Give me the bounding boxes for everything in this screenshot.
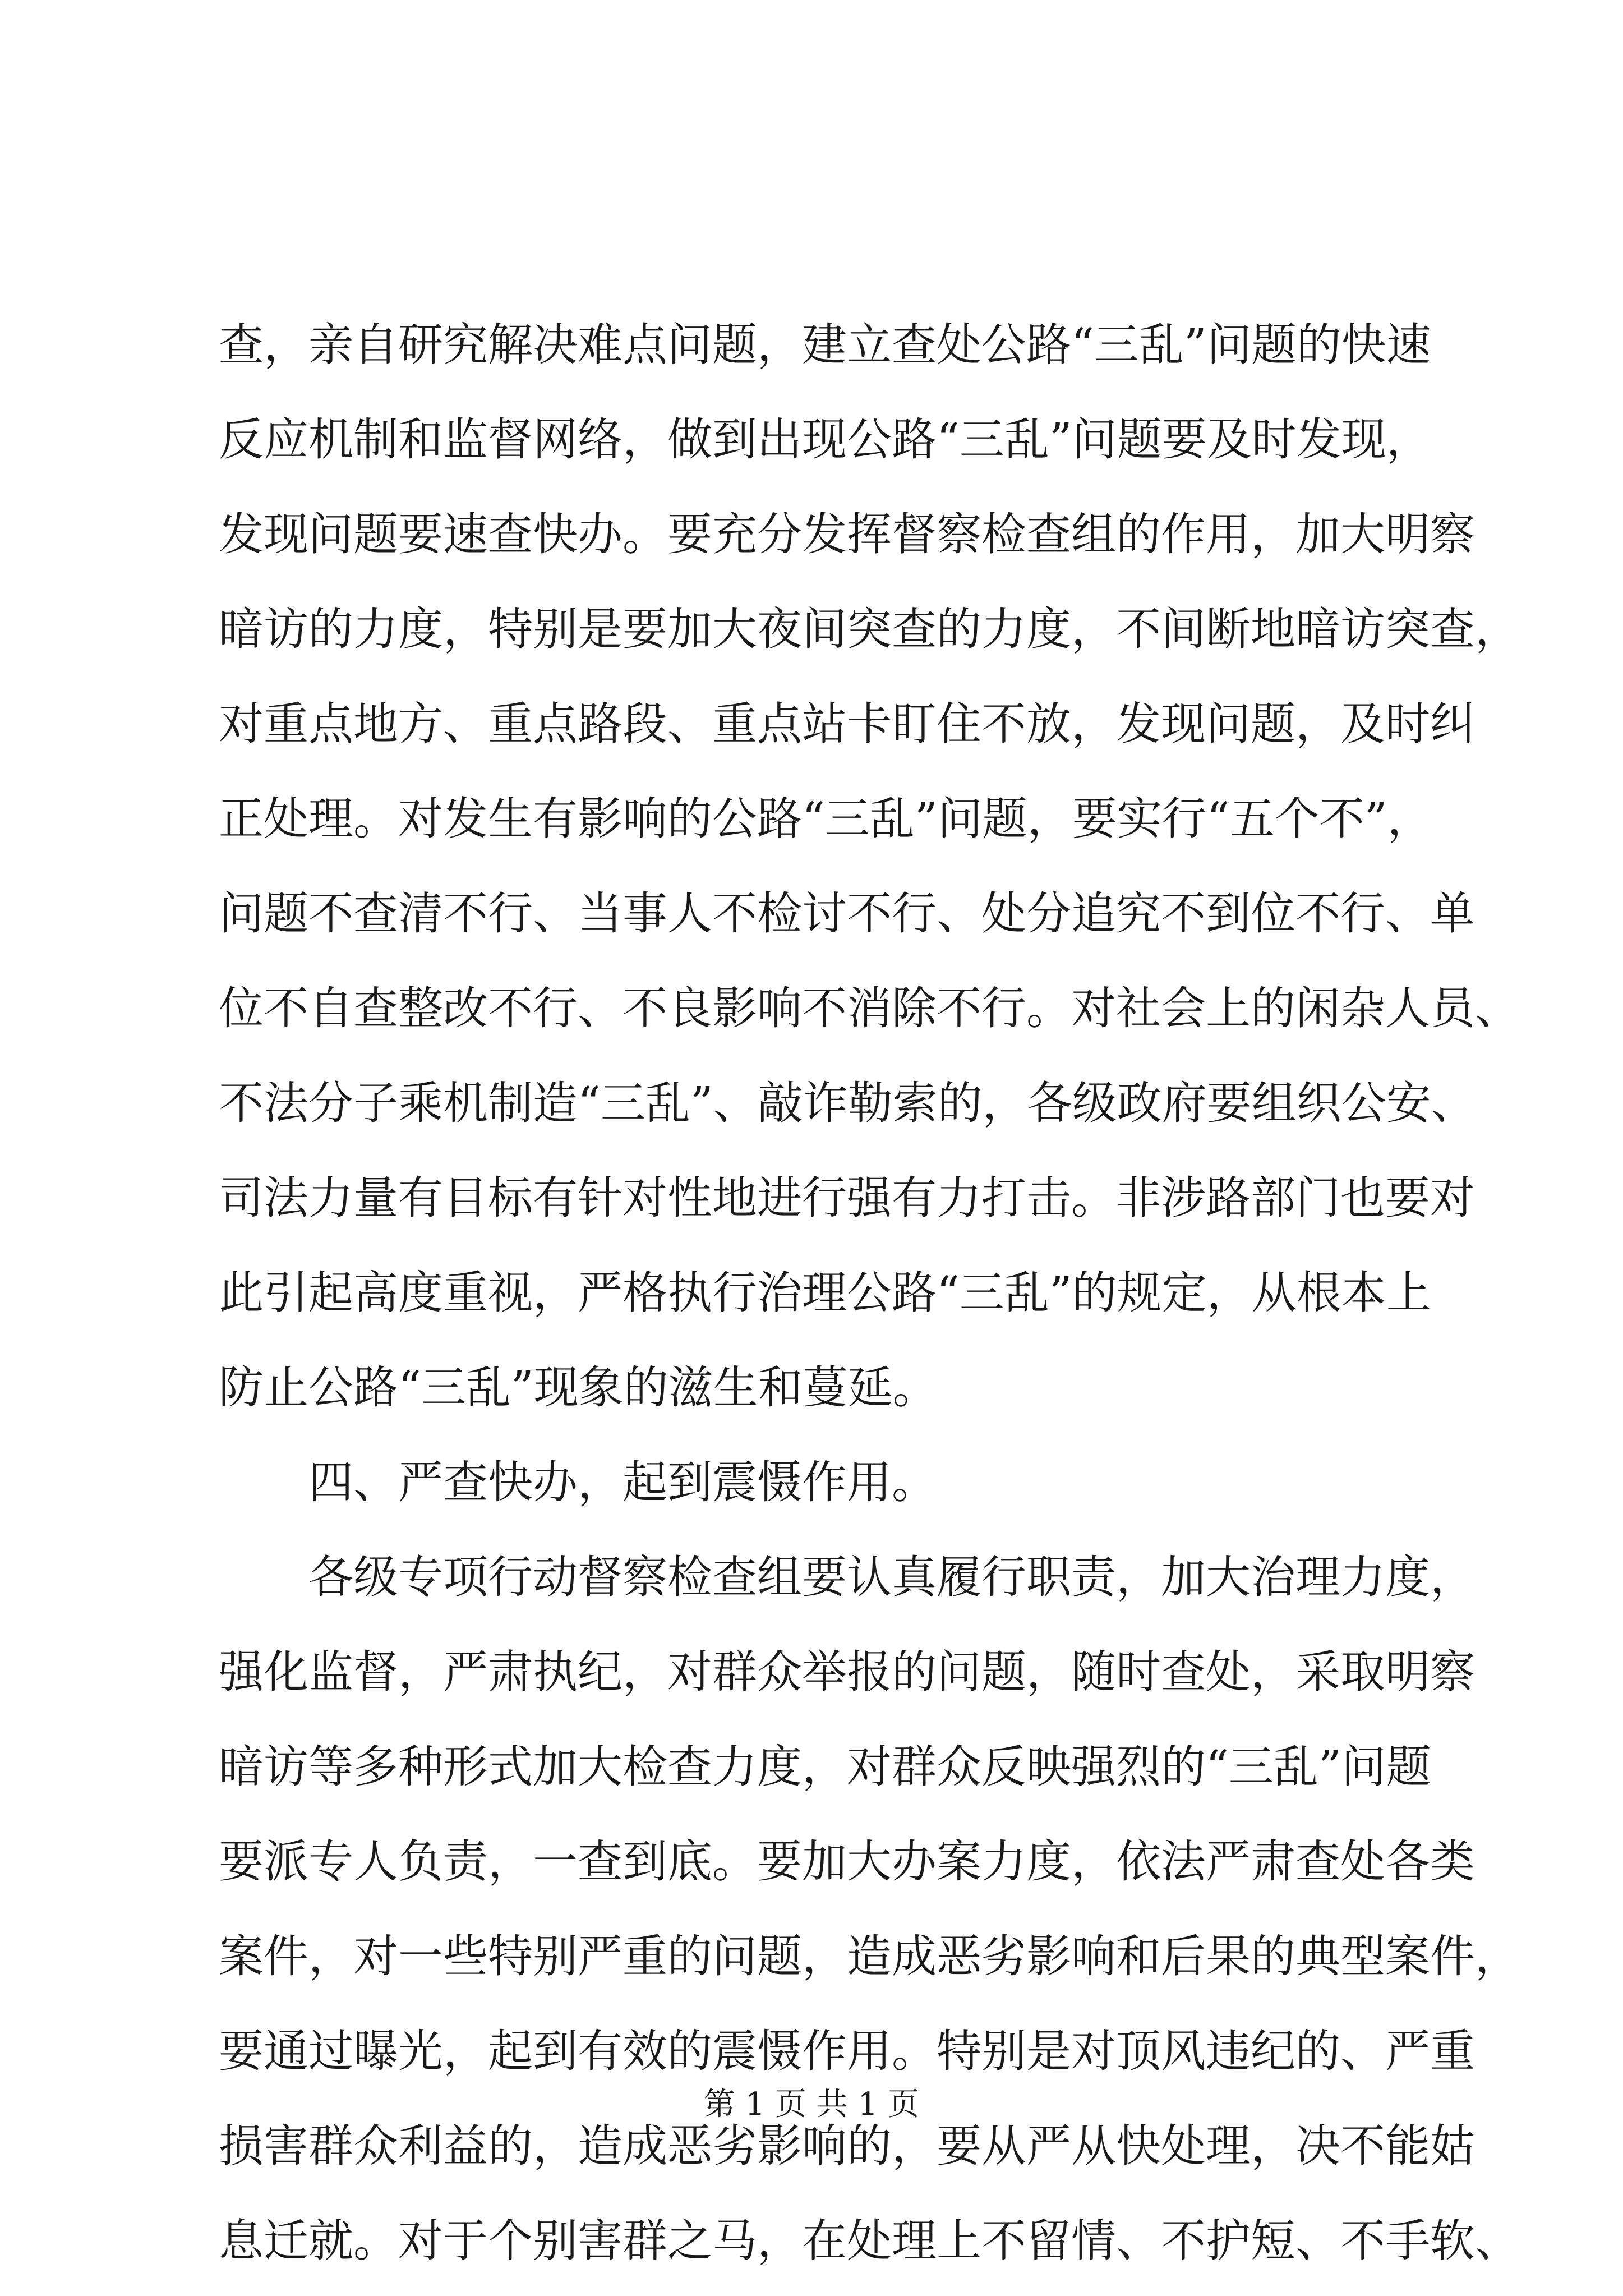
text-line: 正处理。对发生有影响的公路“三乱”问题，要实行“五个不”， xyxy=(219,793,1432,845)
text-line: 要派专人负责，一查到底。要加大办案力度，依法严肃查处各类 xyxy=(219,1835,1475,1888)
text-line: 反应机制和监督网络，做到出现公路“三乱”问题要及时发现， xyxy=(219,413,1431,466)
text-line: 息迁就。对于个别害群之马，在处理上不留情、不护短、不手软、 xyxy=(219,2215,1520,2267)
text-line: 位不自查整改不行、不良影响不消除不行。对社会上的闲杂人员、 xyxy=(219,982,1520,1034)
text-line: 发现问题要速查快办。要充分发挥督察检查组的作用，加大明察 xyxy=(219,508,1475,560)
text-line: 强化监督，严肃执纪，对群众举报的问题，随时查处，采取明察 xyxy=(219,1646,1475,1698)
text-line: 暗访等多种形式加大检查力度，对群众反映强烈的“三乱”问题 xyxy=(219,1741,1431,1793)
text-line: 各级专项行动督察检查组要认真履行职责，加大治理力度， xyxy=(308,1551,1475,1603)
text-line: 此引起高度重视，严格执行治理公路“三乱”的规定，从根本上 xyxy=(219,1267,1431,1319)
text-line: 查，亲自研究解决难点问题，建立查处公路“三乱”问题的快速 xyxy=(219,319,1431,371)
page-footer xyxy=(0,2082,1623,2127)
text-line: 对重点地方、重点路段、重点站卡盯住不放，发现问题，及时纠 xyxy=(219,698,1475,750)
text-line: 司法力量有目标有针对性地进行强有力打击。非涉路部门也要对 xyxy=(219,1172,1475,1224)
text-line: 案件，对一些特别严重的问题，造成恶劣影响和后果的典型案件， xyxy=(219,1930,1520,1982)
text-line: 要通过曝光，起到有效的震慑作用。特别是对顶风违纪的、严重 xyxy=(219,2025,1475,2077)
text-line: 损害群众利益的，造成恶劣影响的，要从严从快处理，决不能姑 xyxy=(219,2120,1475,2172)
text-line: 防止公路“三乱”现象的滋生和蔓延。 xyxy=(219,1361,938,1414)
document-body xyxy=(219,297,1520,2288)
text-line: 不法分子乘机制造“三乱”、敲诈勒索的，各级政府要组织公安、 xyxy=(219,1077,1476,1129)
text-line: 问题不查清不行、当事人不检讨不行、处分追究不到位不行、单 xyxy=(219,887,1475,940)
text-line: 暗访的力度，特别是要加大夜间突查的力度，不间断地暗访突查， xyxy=(219,603,1520,655)
section-heading: 四、严查快办，起到震慑作用。 xyxy=(308,1456,937,1508)
page-number-label: 第 1 页 共 1 页 xyxy=(703,2086,920,2123)
